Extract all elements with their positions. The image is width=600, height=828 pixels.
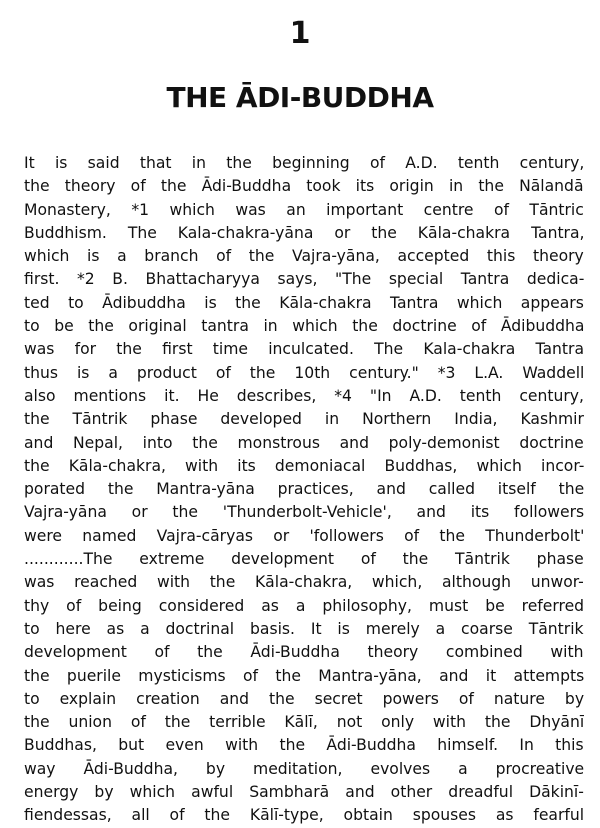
- chapter-number: 1: [289, 16, 311, 51]
- body-line: was reached with the Kāla-chakra, which, although unwor-: [24, 573, 584, 592]
- body-line: Vajra-yāna or the 'Thunderbolt-Vehicle', and its followers: [24, 503, 584, 522]
- body-line: Monastery, *1 which was an important centre of Tāntric: [24, 200, 584, 219]
- body-line: thy of being considered as a philosophy, must be referred: [24, 596, 584, 615]
- body-line: which is a branch of the Vajra-yāna, accepted this theory: [24, 247, 584, 266]
- body-line: development of the Ādi-Buddha theory combined with: [24, 643, 584, 662]
- body-line: ............The extreme development of the Tāntrik phase: [24, 550, 584, 569]
- body-line: thus is a product of the 10th century." *3 L.A. Waddell: [24, 363, 584, 382]
- body-line: to here as a doctrinal basis. It is merely a coarse Tāntrik: [24, 619, 584, 638]
- body-line: to explain creation and the secret powers of nature by: [24, 689, 584, 708]
- body-line: energy by which awful Sambharā and other dreadful Dākinī-: [24, 783, 584, 802]
- body-line: and Nepal, into the monstrous and poly-demonist doctrine: [24, 433, 584, 452]
- body-line: the Tāntrik phase developed in Northern India, Kashmir: [24, 410, 584, 429]
- chapter-title: THE ĀDI-BUDDHA: [166, 81, 434, 114]
- body-line: way Ādi-Buddha, by meditation, evolves a procreative: [24, 759, 584, 778]
- body-line: also mentions it. He describes, *4 "In A.D. tenth century,: [24, 386, 584, 405]
- body-text: [24, 152, 584, 828]
- body-line: was for the first time inculcated. The Kala-chakra Tantra: [24, 340, 584, 359]
- body-line: fiendessas, all of the Kālī-type, obtain spouses as fearful: [24, 806, 584, 825]
- body-line: to be the original tantra in which the doctrine of Ādibuddha: [24, 317, 584, 336]
- body-line: porated the Mantra-yāna practices, and called itself the: [24, 480, 584, 499]
- body-line: the Kāla-chakra, with its demoniacal Buddhas, which incor-: [24, 456, 584, 475]
- body-line: Buddhism. The Kala-chakra-yāna or the Kāla-chakra Tantra,: [24, 223, 584, 242]
- body-line: It is said that in the beginning of A.D. tenth century,: [24, 154, 584, 172]
- body-line: the puerile mysticisms of the Mantra-yāna, and it attempts: [24, 666, 584, 685]
- body-line: were named Vajra-cāryas or 'followers of the Thunderbolt': [24, 526, 584, 545]
- body-line: the union of the terrible Kālī, not only with the Dhyānī: [24, 713, 584, 732]
- body-line: ted to Ādibuddha is the Kāla-chakra Tantra which appears: [24, 293, 584, 312]
- body-line: first. *2 B. Bhattacharyya says, "The special Tantra dedica-: [24, 270, 584, 289]
- body-line: Buddhas, but even with the Ādi-Buddha himself. In this: [24, 736, 584, 755]
- body-line: the theory of the Ādi-Buddha took its origin in the Nālandā: [24, 177, 584, 196]
